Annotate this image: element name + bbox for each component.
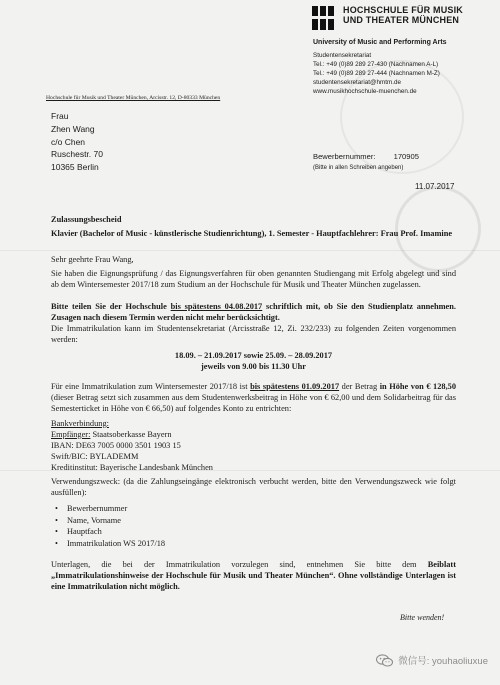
watermark — [376, 653, 488, 667]
address-line: Ruschestr. 70 — [51, 149, 103, 160]
phone-line: Tel.: +49 (0)89 289 27-430 (Nachnamen A-L) — [313, 61, 439, 68]
bank-iban: IBAN: DE63 7005 0000 3501 1903 15 — [51, 441, 181, 450]
applicant-number-label: Bewerbernummer: — [313, 152, 376, 161]
enrollment-hours: jeweils von 9.00 bis 11.30 Uhr — [201, 362, 306, 371]
applicant-note: (Bitte in allen Schreiben angeben) — [313, 165, 404, 171]
hmtm-logo-icon — [310, 4, 336, 32]
recipient-address — [51, 110, 103, 174]
list-item: • Name, Vorname — [51, 515, 165, 527]
payment-paragraph: Für eine Immatrikulation zum Wintersemester 2017/18 ist bis spätestens 01.09.2017 der Betrag in Höhe von € 128,50 (dieser Betrag setzt sich zusammen aus dem Studentenwerksbeitrag in Höhe von € 62,00 und dem Solidarbeitrag für das Semesterticket in Höhe von € 66,50) auf folgendes Konto zu entrichten: — [51, 382, 456, 413]
address-line: Frau — [51, 111, 69, 121]
payment-amount: in Höhe von € 128,50 — [379, 382, 456, 391]
list-item: • Immatrikulation WS 2017/18 — [51, 538, 165, 550]
email-address: studentensekretariat@hmtm.de — [313, 79, 401, 86]
address-line: 10365 Berlin — [51, 162, 99, 173]
address-line: c/o Chen — [51, 136, 86, 147]
closing-note: Bitte wenden! — [400, 613, 445, 622]
letter-subject: Zulassungsbescheid — [51, 215, 122, 224]
letter-date: 11.07.2017 — [415, 182, 455, 191]
payment-deadline: bis spätestens 01.09.2017 — [250, 382, 340, 391]
payment-purpose: Verwendungszweck: (da die Zahlungseingänge elektronisch verbucht werden, bitte den Verwendungszweck wie folgt ausfüllen): — [51, 477, 456, 497]
applicant-number-line — [313, 152, 419, 161]
wechat-icon — [376, 654, 393, 667]
institution-name-en: University of Music and Performing Arts — [313, 39, 447, 46]
website-address: www.musikhochschule-muenchen.de — [313, 88, 417, 95]
acceptance-deadline: bis spätestens 04.08.2017 — [170, 302, 263, 311]
admission-paragraph: Sie haben die Eignungsprüfung / das Eignungsverfahren für oben genannten Studiengang mit Erfolg abgelegt und sind ab dem Wintersemester 2017/18 zum Studium an der Hochschule für Musik und Theater München zugelassen. — [51, 269, 456, 289]
acceptance-paragraph: Bitte teilen Sie der Hochschule bis spätestens 04.08.2017 schriftlich mit, ob Sie den Studienplatz annehmen. Zusagen nach diesem Termin werden nicht mehr berücksichtigt. — [51, 302, 456, 322]
salutation: Sehr geehrte Frau Wang, — [51, 255, 134, 264]
bank-institute: Kreditinstitut: Bayerische Landesbank München — [51, 463, 213, 472]
documents-notice: Beiblatt „Immatrikulationshinweise der Hochschule für Musik und Theater München“. Ohne vollständige Unterlagen ist eine Immatrikulation nicht möglich. — [51, 560, 456, 591]
sender-line: Hochschule für Musik und Theater München, Arcisstr. 12, D-80333 München — [46, 95, 221, 101]
bank-details — [51, 418, 213, 473]
program-line: Klavier (Bachelor of Music - künstlerische Studienrichtung), 1. Semester - Hauptfachlehrer: Frau Prof. Imamine — [51, 229, 453, 238]
list-item: • Hauptfach — [51, 526, 165, 538]
enrollment-dates: 18.09. – 21.09.2017 sowie 25.09. – 28.09.2017 — [174, 351, 333, 360]
bank-recipient: Empfänger: Staatsoberkasse Bayern — [51, 430, 172, 439]
bank-heading: Bankverbindung: — [51, 419, 109, 428]
watermark-text: 微信号: youhaoliuxue — [398, 656, 488, 667]
office-contact — [313, 51, 440, 96]
office-title: Studentensekretariat — [313, 52, 372, 59]
list-item: • Bewerbernummer — [51, 503, 165, 515]
applicant-number: 170905 — [393, 152, 419, 161]
purpose-list — [51, 503, 165, 549]
address-line: Zhen Wang — [51, 123, 95, 134]
documents-paragraph: Unterlagen, die bei der Immatrikulation vorzulegen sind, entnehmen Sie bitte dem Beiblatt „Immatrikulationshinweise der Hochschule für Musik und Theater München“. Ohne vollständige Unterlagen ist eine Immatrikulation nicht möglich. — [51, 560, 456, 591]
institution-name: HOCHSCHULE FÜR MUSIK UND THEATER MÜNCHEN — [343, 5, 463, 25]
phone-line: Tel.: +49 (0)89 289 27-444 (Nachnamen M-Z) — [313, 70, 440, 77]
bank-bic: Swift/BIC: BYLADEMM — [51, 452, 139, 461]
enrollment-paragraph: Die Immatrikulation kann im Studentensekretariat (Arcisstraße 12, Zi. 232/233) zu folgenden Zeiten vorgenommen werden: — [51, 324, 456, 344]
